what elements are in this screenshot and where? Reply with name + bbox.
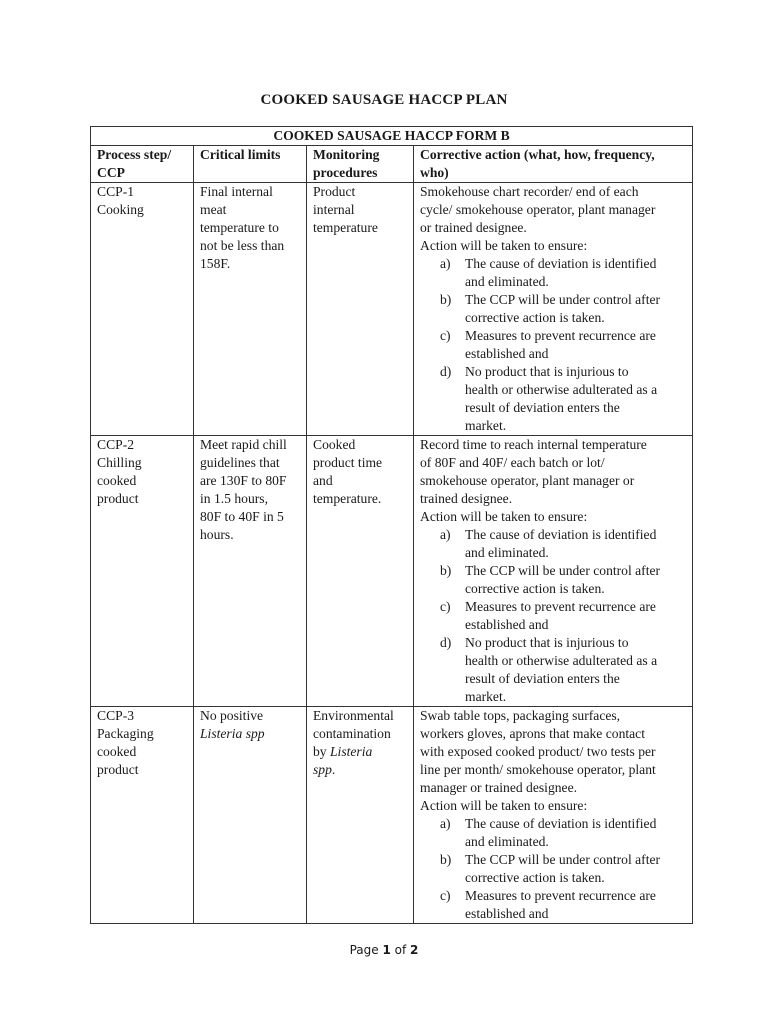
cell-critical-limits <box>194 183 307 436</box>
action-item <box>420 327 686 363</box>
cell-text: established and <box>465 346 549 361</box>
cell-text: or trained designee. <box>420 220 527 235</box>
action-lead: Action will be taken to ensure: <box>420 238 588 253</box>
header-row <box>91 146 693 183</box>
cell-text: result of deviation enters the <box>465 671 620 686</box>
cell-text: The CCP will be under control after <box>465 292 661 307</box>
cell-text: hours. <box>200 527 234 542</box>
header-text: procedures <box>313 165 378 180</box>
cell-text: cooked <box>97 744 137 759</box>
cell-text: by <box>313 744 330 759</box>
action-item <box>420 598 686 634</box>
cell-text: temperature to <box>200 220 279 235</box>
header-corrective-action <box>414 146 693 183</box>
header-text: Monitoring <box>313 147 380 162</box>
cell-text: workers gloves, aprons that make contact <box>420 726 645 741</box>
action-list <box>420 815 686 923</box>
cell-process-step <box>91 436 194 707</box>
action-item <box>420 815 686 851</box>
cell-text: product <box>97 762 139 777</box>
list-marker: b) <box>440 852 452 867</box>
cell-text: corrective action is taken. <box>465 310 605 325</box>
cell-critical-limits <box>194 436 307 707</box>
cell-corrective-action <box>414 707 693 924</box>
cell-text: cycle/ smokehouse operator, plant manager <box>420 202 656 217</box>
action-item <box>420 562 686 598</box>
list-marker: a) <box>440 816 451 831</box>
list-marker: d) <box>440 635 452 650</box>
action-item <box>420 526 686 562</box>
action-item <box>420 851 686 887</box>
cell-text: No product that is injurious to <box>465 635 629 650</box>
action-lead: Action will be taken to ensure: <box>420 509 588 524</box>
cell-text: cooked <box>97 473 137 488</box>
cell-text: health or otherwise adulterated as a <box>465 653 658 668</box>
cell-monitoring <box>307 707 414 924</box>
cell-text: contamination <box>313 726 391 741</box>
header-text: Process step/ <box>97 147 172 162</box>
cell-text: Measures to prevent recurrence are <box>465 888 656 903</box>
cell-text: smokehouse operator, plant manager or <box>420 473 635 488</box>
cell-text: with exposed cooked product/ two tests per <box>420 744 656 759</box>
list-marker: c) <box>440 888 451 903</box>
cell-process-step <box>91 183 194 436</box>
cell-text: manager or trained designee. <box>420 780 578 795</box>
action-item <box>420 634 686 706</box>
footer-prefix: Page <box>349 943 383 957</box>
cell-text-italic: Listeria <box>330 744 373 759</box>
cell-text: corrective action is taken. <box>465 581 605 596</box>
cell-text: market. <box>465 418 507 433</box>
list-marker: a) <box>440 256 451 271</box>
cell-text: and <box>313 473 333 488</box>
monitoring-line <box>313 761 407 779</box>
cell-text: trained designee. <box>420 491 513 506</box>
table-row <box>91 436 693 707</box>
cell-text: corrective action is taken. <box>465 870 605 885</box>
action-item <box>420 255 686 291</box>
cell-text: Record time to reach internal temperature <box>420 437 647 452</box>
cell-text: CCP-2 <box>97 437 135 452</box>
header-monitoring <box>307 146 414 183</box>
cell-text: product <box>97 491 139 506</box>
cell-text: The CCP will be under control after <box>465 852 661 867</box>
cell-monitoring <box>307 436 414 707</box>
header-process-step <box>91 146 194 183</box>
cell-text: CCP-1 <box>97 184 135 199</box>
cell-text: Chilling <box>97 455 142 470</box>
cell-text: meat <box>200 202 227 217</box>
cell-text: The CCP will be under control after <box>465 563 661 578</box>
header-text: who) <box>420 165 449 180</box>
cell-text: internal <box>313 202 355 217</box>
action-item <box>420 291 686 327</box>
action-lead: Action will be taken to ensure: <box>420 798 588 813</box>
cell-text: temperature. <box>313 491 382 506</box>
cell-critical-limits <box>194 707 307 924</box>
header-text: Critical limits <box>200 147 281 162</box>
cell-text: and eliminated. <box>465 834 549 849</box>
cell-text: in 1.5 hours, <box>200 491 268 506</box>
header-text: Corrective action (what, how, frequency, <box>420 147 655 162</box>
header-text: CCP <box>97 165 125 180</box>
cell-text: health or otherwise adulterated as a <box>465 382 658 397</box>
list-marker: b) <box>440 292 452 307</box>
cell-text: result of deviation enters the <box>465 400 620 415</box>
cell-text: No product that is injurious to <box>465 364 629 379</box>
cell-text: The cause of deviation is identified <box>465 816 657 831</box>
cell-text: No positive <box>200 708 264 723</box>
cell-text: are 130F to 80F <box>200 473 287 488</box>
cell-text: Cooking <box>97 202 144 217</box>
monitoring-line <box>313 743 407 761</box>
cell-corrective-action <box>414 436 693 707</box>
cell-text: The cause of deviation is identified <box>465 256 657 271</box>
action-list <box>420 526 686 706</box>
cell-text: Product <box>313 184 356 199</box>
cell-text: temperature <box>313 220 378 235</box>
cell-text-italic: spp <box>313 762 332 777</box>
list-marker: c) <box>440 328 451 343</box>
list-marker: d) <box>440 364 452 379</box>
list-marker: b) <box>440 563 452 578</box>
cell-text: and eliminated. <box>465 274 549 289</box>
footer-middle: of <box>390 943 411 957</box>
current-page-number: 1 <box>382 943 391 957</box>
cell-text: Meet rapid chill <box>200 437 287 452</box>
cell-text: Measures to prevent recurrence are <box>465 328 656 343</box>
action-list <box>420 255 686 435</box>
cell-text: . <box>331 762 336 777</box>
cell-corrective-action <box>414 183 693 436</box>
cell-text: of 80F and 40F/ each batch or lot/ <box>420 455 605 470</box>
cell-text-italic: Listeria spp <box>200 726 265 741</box>
cell-text: CCP-3 <box>97 708 135 723</box>
cell-text: Packaging <box>97 726 154 741</box>
cell-text: Cooked <box>313 437 356 452</box>
cell-process-step <box>91 707 194 924</box>
cell-text: Smokehouse chart recorder/ end of each <box>420 184 639 199</box>
total-page-count: 2 <box>410 943 419 957</box>
cell-text: Measures to prevent recurrence are <box>465 599 656 614</box>
action-item <box>420 363 686 435</box>
cell-monitoring <box>307 183 414 436</box>
cell-text: guidelines that <box>200 455 280 470</box>
document-title: COOKED SAUSAGE HACCP PLAN <box>260 92 508 108</box>
cell-text: Swab table tops, packaging surfaces, <box>420 708 621 723</box>
cell-text: established and <box>465 906 549 921</box>
cell-text: 80F to 40F in 5 <box>200 509 284 524</box>
cell-text: established and <box>465 617 549 632</box>
action-item <box>420 887 686 923</box>
cell-text: Final internal <box>200 184 273 199</box>
cell-text: 158F. <box>200 256 231 271</box>
cell-text: Environmental <box>313 708 394 723</box>
table-row <box>91 183 693 436</box>
form-title: COOKED SAUSAGE HACCP FORM B <box>91 127 693 146</box>
cell-text: line per month/ smokehouse operator, plant <box>420 762 656 777</box>
cell-text: and eliminated. <box>465 545 549 560</box>
cell-text: The cause of deviation is identified <box>465 527 657 542</box>
page-footer <box>0 943 768 957</box>
list-marker: c) <box>440 599 451 614</box>
table-row <box>91 707 693 924</box>
form-title-row <box>91 127 693 146</box>
cell-text: not be less than <box>200 238 285 253</box>
header-critical-limits <box>194 146 307 183</box>
cell-text: product time <box>313 455 383 470</box>
cell-text: market. <box>465 689 507 704</box>
haccp-form-table <box>90 126 693 924</box>
list-marker: a) <box>440 527 451 542</box>
